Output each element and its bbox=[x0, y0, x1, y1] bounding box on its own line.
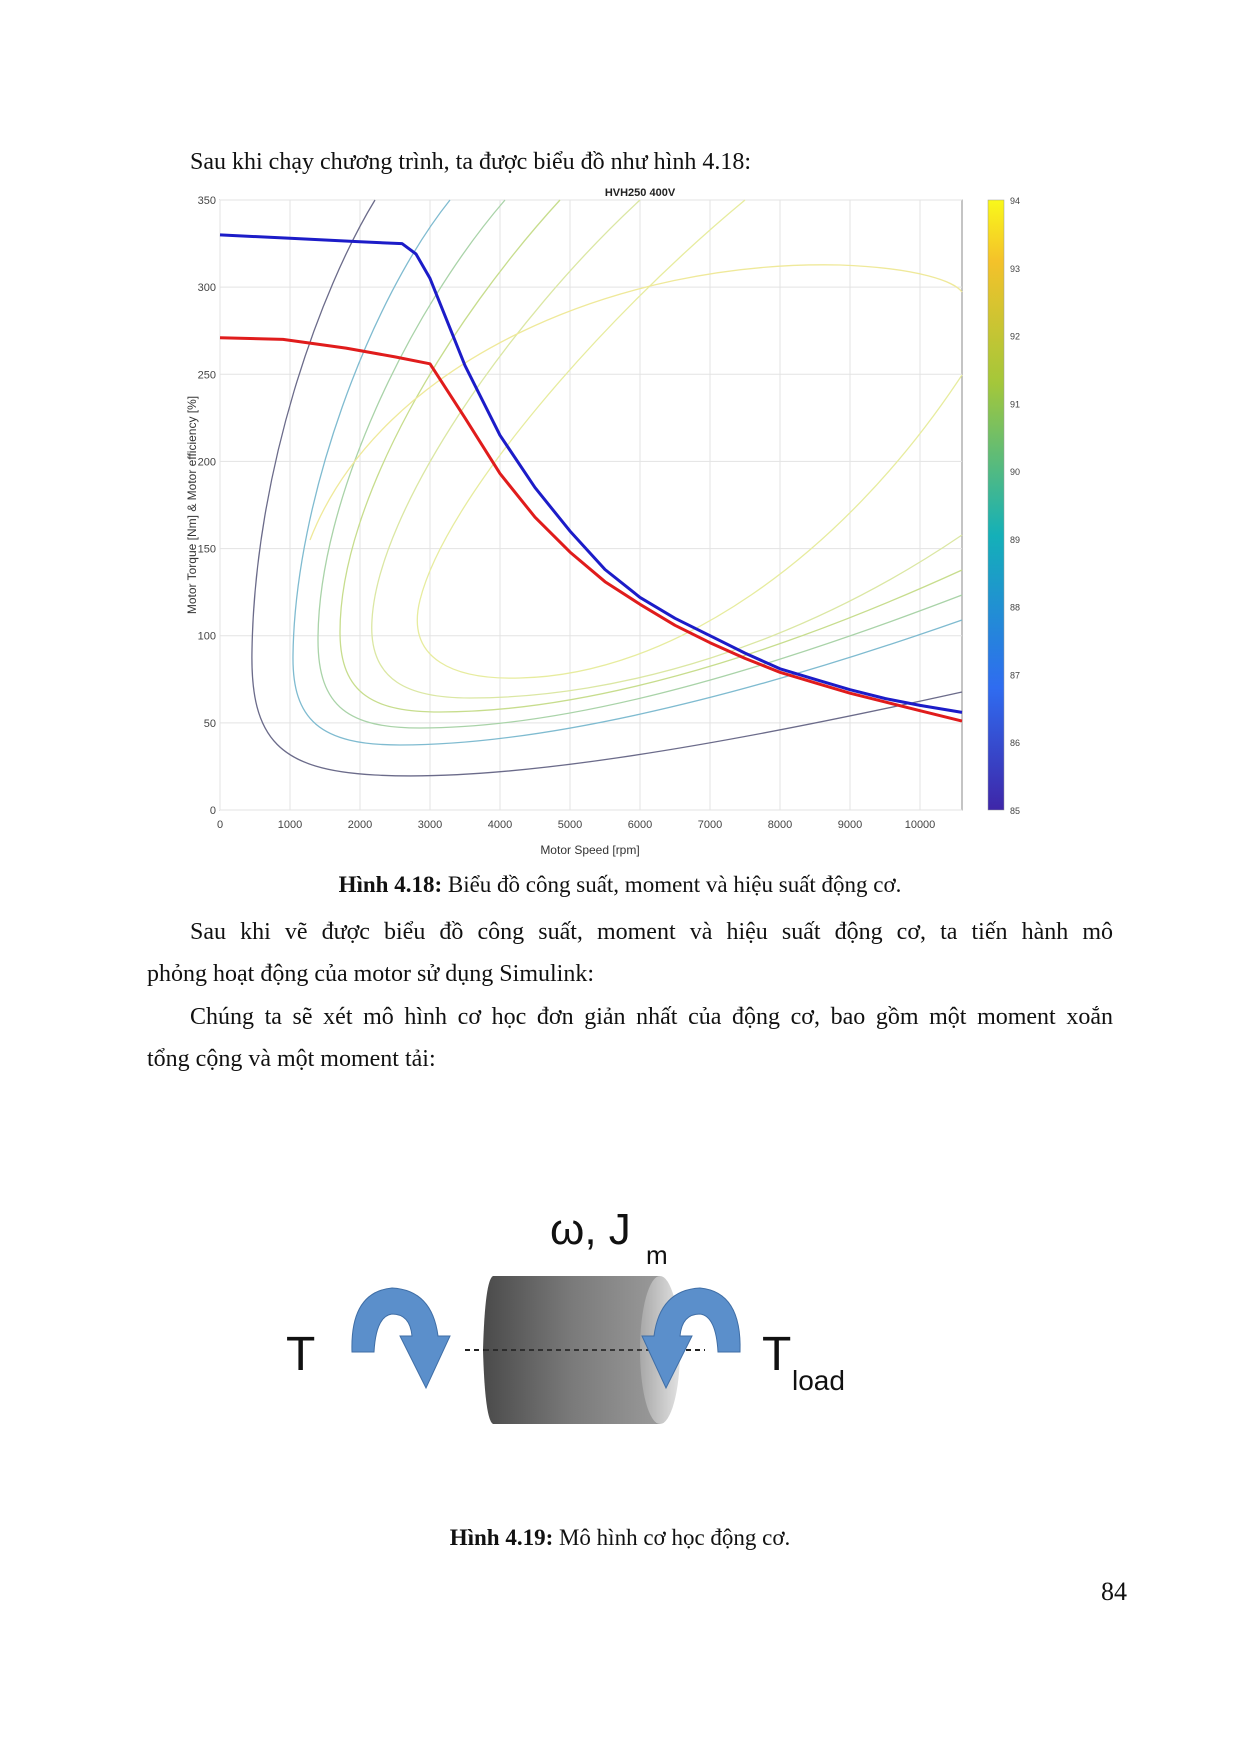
y-tick-label: 200 bbox=[197, 456, 216, 469]
x-tick-label: 1000 bbox=[277, 819, 303, 831]
colorbar-tick-label: 91 bbox=[1010, 399, 1021, 410]
paragraph-2-line-2: phỏng hoạt động của motor sử dụng Simulink: bbox=[147, 961, 594, 987]
y-tick-label: 350 bbox=[197, 195, 216, 207]
y-tick-label: 250 bbox=[197, 369, 216, 382]
x-tick-label: 2000 bbox=[347, 819, 373, 831]
colorbar-tick-label: 94 bbox=[1010, 196, 1021, 206]
y-tick-labels bbox=[198, 195, 216, 817]
figure-4-19-label: Hình 4.19: bbox=[449, 1525, 554, 1550]
paragraph-2-line-1: Sau khi vẽ được biểu đồ công suất, moment và hiệu suất động cơ, ta tiến hành mô bbox=[190, 919, 1113, 945]
mechanical-model-diagram bbox=[286, 1205, 960, 1500]
colorbar-tick-label: 89 bbox=[1010, 534, 1021, 545]
figure-4-19-caption bbox=[0, 1525, 1240, 1551]
x-tick-label: 10000 bbox=[904, 819, 936, 831]
efficiency-map-chart bbox=[185, 187, 1100, 860]
x-tick-label: 6000 bbox=[627, 819, 653, 831]
figure-4-18-caption bbox=[0, 872, 1240, 898]
x-tick-label: 0 bbox=[216, 819, 224, 831]
figure-4-19-text: Mô hình cơ học động cơ. bbox=[553, 1525, 791, 1550]
y-tick-label: 300 bbox=[197, 282, 216, 295]
x-tick-label: 3000 bbox=[417, 819, 443, 831]
y-tick-label: 50 bbox=[203, 717, 216, 730]
torque-load-label: T bbox=[762, 1328, 792, 1381]
chart-title: HVH250 400V bbox=[604, 187, 676, 199]
x-axis-label: Motor Speed [rpm] bbox=[540, 843, 640, 857]
torque-load-subscript: load bbox=[792, 1365, 845, 1396]
torque-arrow-left-icon bbox=[352, 1288, 450, 1388]
figure-4-18-label: Hình 4.18: bbox=[338, 872, 443, 897]
colorbar-tick-labels bbox=[1010, 196, 1020, 816]
x-tick-labels bbox=[217, 819, 935, 831]
colorbar-tick-label: 90 bbox=[1010, 467, 1021, 478]
j-subscript: m bbox=[646, 1240, 668, 1270]
y-axis-label: Motor Torque [Nm] & Motor efficiency [%] bbox=[185, 395, 199, 615]
y-tick-label: 100 bbox=[197, 630, 216, 643]
figure-4-18-text: Biểu đồ công suất, moment và hiệu suất động cơ. bbox=[442, 872, 902, 897]
colorbar bbox=[988, 200, 1004, 810]
colorbar-tick-label: 87 bbox=[1010, 670, 1021, 681]
x-tick-label: 4000 bbox=[487, 819, 513, 831]
colorbar-tick-label: 93 bbox=[1010, 263, 1021, 274]
x-tick-label: 5000 bbox=[557, 819, 583, 831]
paragraph-3-line-2: tổng cộng và một moment tải: bbox=[147, 1046, 436, 1072]
y-tick-label: 0 bbox=[209, 805, 216, 817]
colorbar-tick-label: 92 bbox=[1010, 331, 1021, 342]
colorbar-tick-label: 85 bbox=[1010, 806, 1021, 816]
torque-t-label: T bbox=[286, 1328, 316, 1381]
x-tick-label: 7000 bbox=[697, 819, 723, 831]
y-tick-label: 150 bbox=[197, 543, 216, 556]
x-tick-label: 8000 bbox=[767, 819, 793, 831]
paragraph-3-line-1: Chúng ta sẽ xét mô hình cơ học đơn giản nhất của động cơ, bao gồm một moment xoắn bbox=[190, 1004, 1113, 1030]
page-number: 84 bbox=[1101, 1577, 1127, 1606]
omega-j-label: ω, J bbox=[550, 1205, 631, 1254]
colorbar-tick-label: 88 bbox=[1010, 602, 1021, 613]
intro-text: Sau khi chạy chương trình, ta được biểu đồ như hình 4.18: bbox=[190, 149, 751, 175]
colorbar-tick-label: 86 bbox=[1010, 738, 1021, 749]
x-tick-label: 9000 bbox=[837, 819, 863, 831]
plot-area bbox=[220, 200, 962, 810]
